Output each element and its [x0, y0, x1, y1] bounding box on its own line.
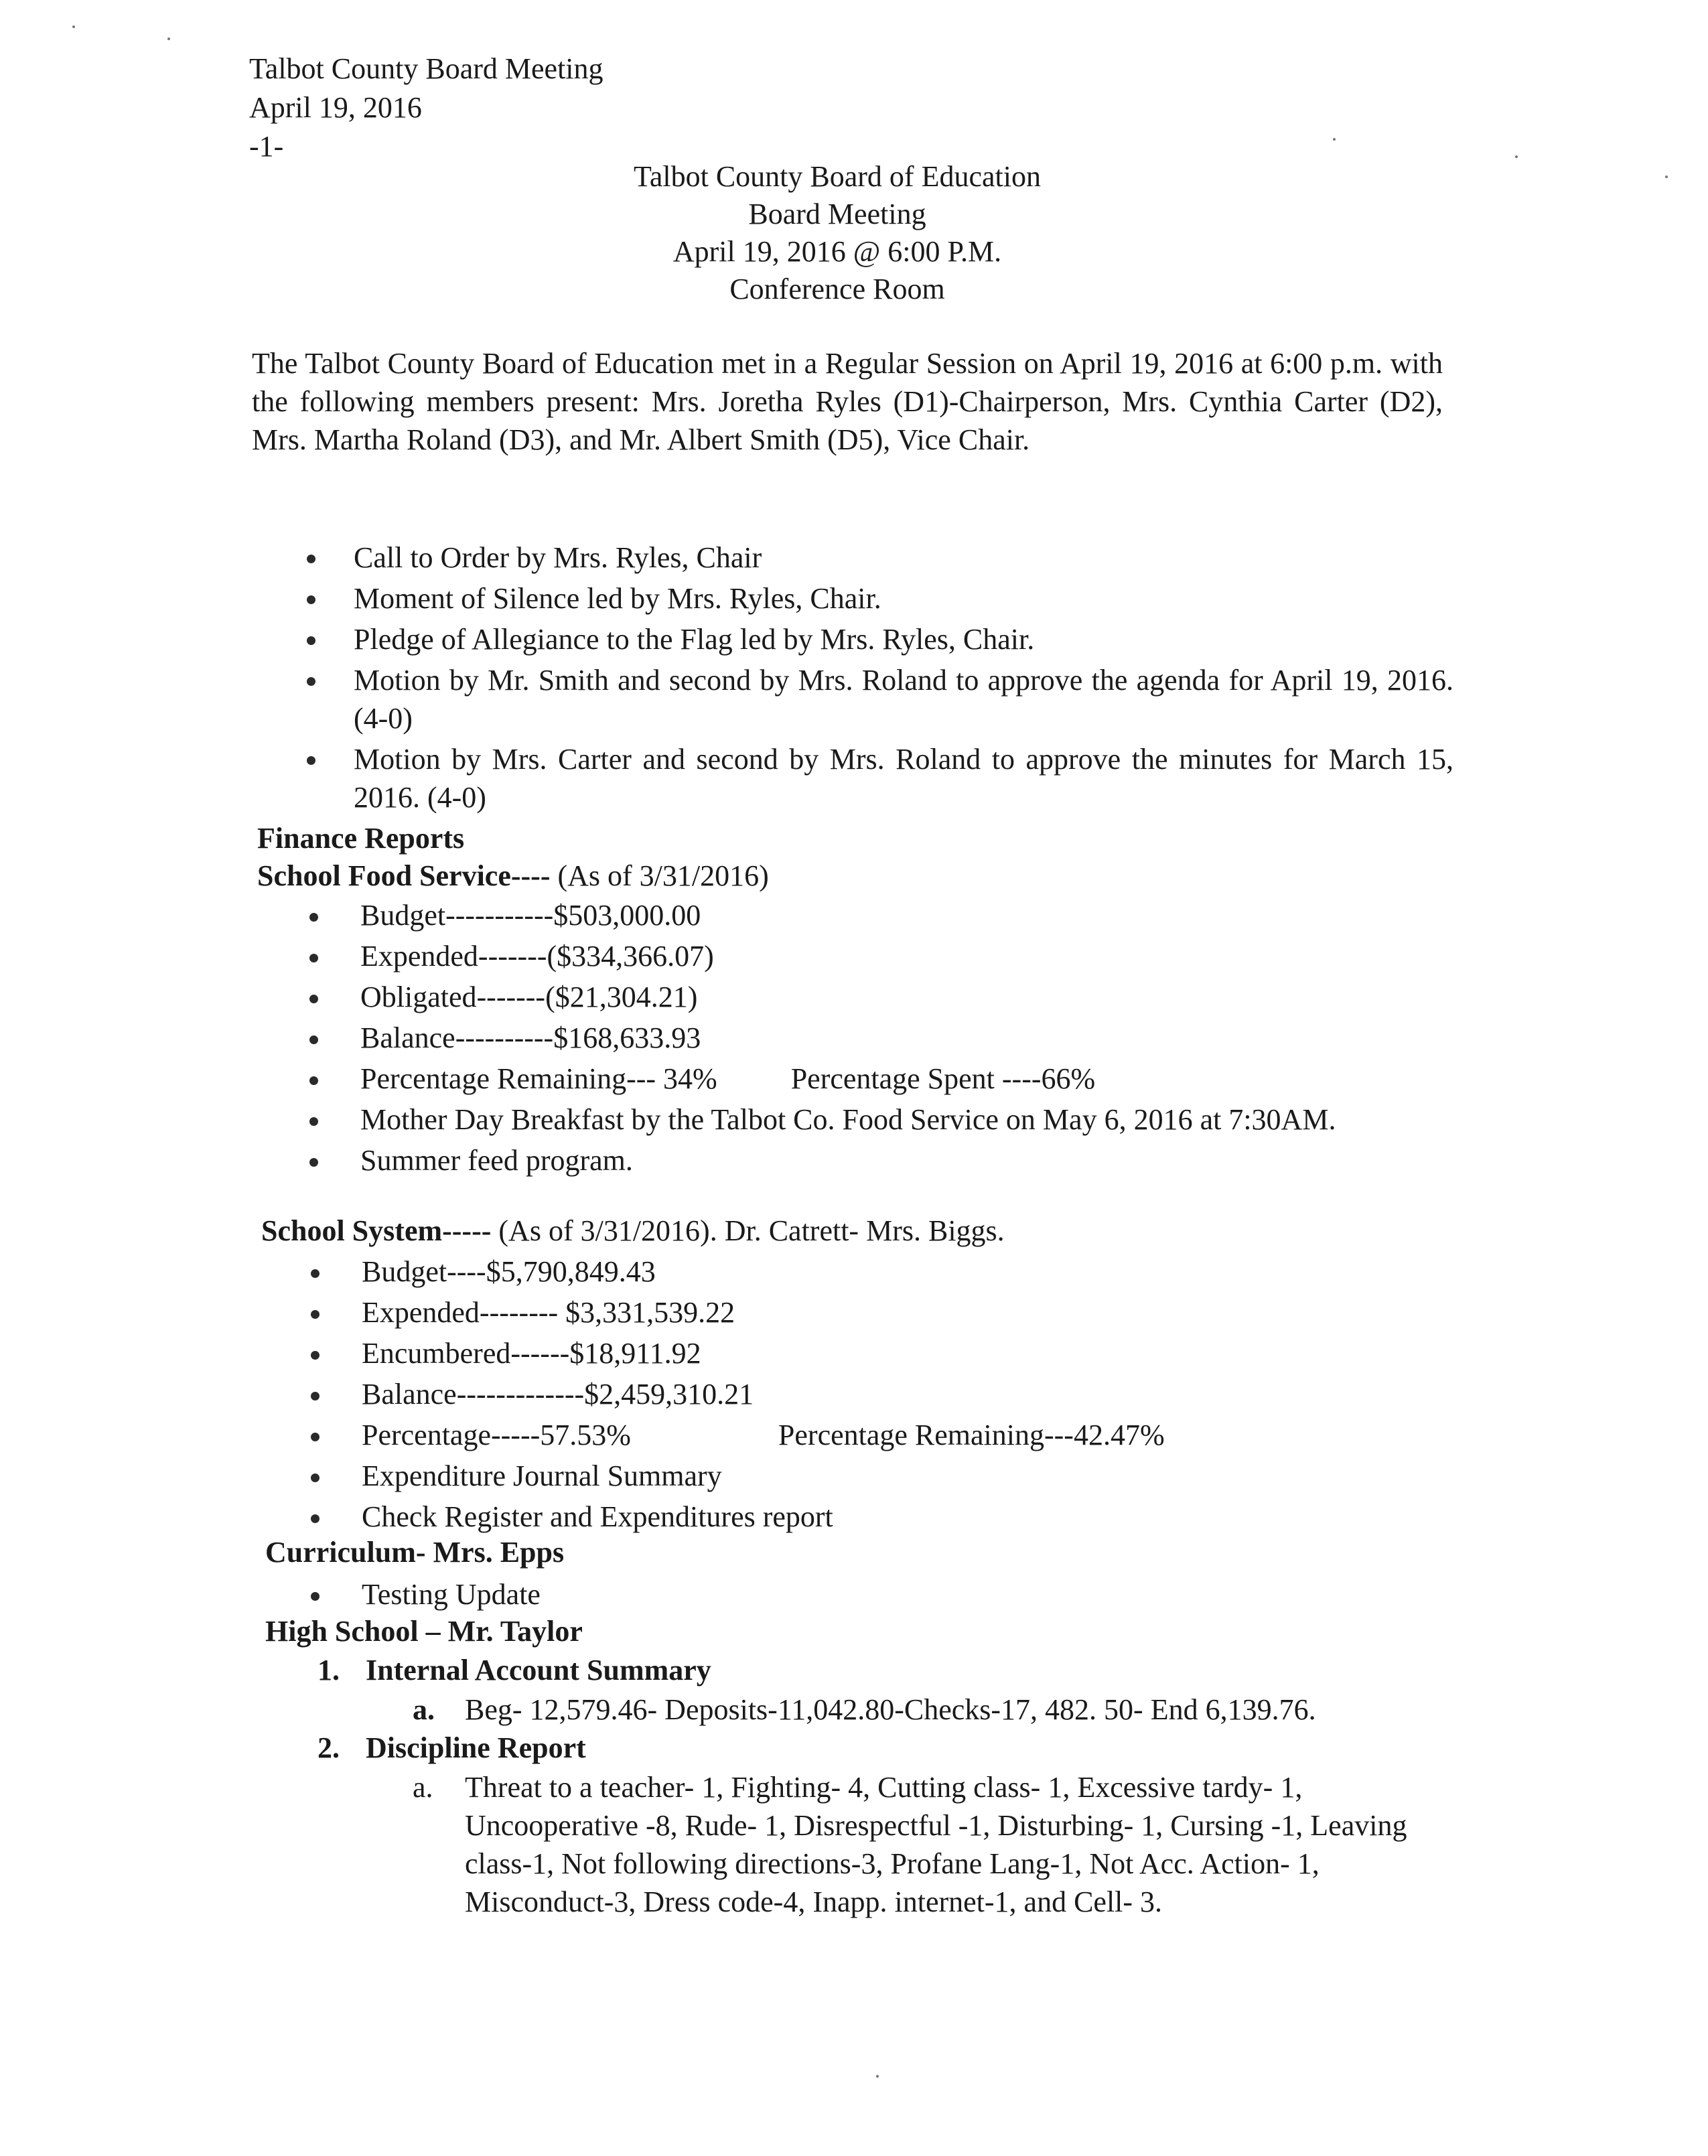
opening-items [301, 538, 1453, 819]
list-item: Moment of Silence led by Mrs. Ryles, Chair. [301, 579, 1453, 618]
school-system-label: School System----- [261, 1214, 492, 1247]
list-item: Check Register and Expenditures report [305, 1496, 1391, 1537]
discipline-report-heading [317, 1729, 586, 1767]
list-item: Balance-------------$2,459,310.21 [305, 1374, 1391, 1415]
list-item: Balance----------$168,633.93 [304, 1017, 1389, 1058]
percentage-remaining: Percentage Remaining--- 34% [360, 1062, 717, 1095]
percentage-remaining: Percentage Remaining---42.47% [778, 1419, 1165, 1451]
scan-speck [1333, 138, 1336, 141]
item-letter: a. [413, 1693, 435, 1726]
title-location: Conference Room [729, 273, 945, 305]
curriculum-heading: Curriculum- Mrs. Epps [265, 1536, 565, 1569]
internal-account-text: Beg- 12,579.46- Deposits-11,042.80-Checks-17, 482. 50- End 6,139.76. [465, 1693, 1316, 1726]
food-service-note: (As of 3/31/2016) [550, 859, 769, 892]
item-letter: a. [413, 1771, 433, 1804]
list-item: Budget----$5,790,849.43 [305, 1251, 1391, 1292]
percentage-spent: Percentage Spent ----66% [790, 1062, 1096, 1095]
scan-speck [876, 2075, 879, 2078]
item-number: 1. [317, 1654, 340, 1686]
school-system-note: (As of 3/31/2016). Dr. Catrett- Mrs. Biggs. [491, 1214, 1005, 1247]
list-item: Budget-----------$503,000.00 [304, 895, 1389, 936]
finance-heading: Finance Reports [257, 822, 465, 855]
school-system-list [305, 1251, 1391, 1537]
item-title: Discipline Report [366, 1731, 586, 1764]
header-date: April 19, 2016 [249, 91, 422, 124]
scan-speck [1515, 155, 1518, 158]
scan-speck [1665, 175, 1668, 178]
discipline-report-detail [413, 1768, 1416, 1921]
list-item: Expended-------- $3,331,539.22 [305, 1292, 1391, 1333]
food-service-list [304, 895, 1389, 1181]
internal-account-detail [413, 1691, 1456, 1729]
list-item: Testing Update [305, 1574, 1243, 1615]
list-item: Call to Order by Mrs. Ryles, Chair [301, 538, 1453, 577]
list-item: Expenditure Journal Summary [305, 1455, 1391, 1496]
high-school-heading: High School – Mr. Taylor [265, 1615, 583, 1648]
item-number: 2. [317, 1731, 340, 1764]
curriculum-list [305, 1574, 1243, 1615]
meeting-title [603, 158, 1072, 308]
title-meeting: Board Meeting [748, 198, 926, 230]
intro-paragraph: The Talbot County Board of Education met in a Regular Session on April 19, 2016 at 6:00 p.m. with the following members present: Mrs. Joretha Ryles (D1)-Chairperson, Mrs. Cynthia Carter (D2), Mrs. Martha Roland (D3), and Mr. Albert Smith (D5), Vice Chair. [252, 347, 1443, 456]
running-header [249, 50, 603, 166]
scan-speck [167, 38, 170, 40]
list-item: Encumbered------$18,911.92 [305, 1333, 1391, 1374]
discipline-report-text: Threat to a teacher- 1, Fighting- 4, Cutting class- 1, Excessive tardy- 1, Uncooperative -8, Rude- 1, Disrespectful -1, Disturbing- 1, Cursing -1, Leaving class-1, Not following directions-3, Profane Lang-1, Not Acc. Action- 1, Misconduct-3, Dress code-4, Inapp. internet-1, and Cell- 3. [465, 1771, 1407, 1918]
percentage: Percentage-----57.53% [362, 1419, 631, 1451]
list-item: Motion by Mrs. Carter and second by Mrs. Roland to approve the minutes for March 15, 2016. (4-0) [301, 740, 1453, 816]
header-title: Talbot County Board Meeting [249, 52, 603, 85]
scan-speck [72, 25, 75, 28]
title-datetime: April 19, 2016 @ 6:00 P.M. [672, 235, 1002, 268]
list-item: Summer feed program. [304, 1140, 1389, 1181]
list-item [305, 1415, 1391, 1455]
list-item: Pledge of Allegiance to the Flag led by Mrs. Ryles, Chair. [301, 620, 1453, 658]
page-number: -1- [249, 130, 284, 163]
title-organization: Talbot County Board of Education [634, 160, 1041, 193]
school-system-heading [261, 1212, 1005, 1250]
internal-account-heading [317, 1652, 711, 1689]
list-item: Motion by Mr. Smith and second by Mrs. Roland to approve the agenda for April 19, 2016.(4-0) [301, 661, 1453, 737]
food-service-heading [257, 857, 769, 895]
list-item [304, 1058, 1389, 1099]
list-item: Expended-------($334,366.07) [304, 936, 1389, 977]
item-title: Internal Account Summary [366, 1654, 711, 1686]
list-item: Mother Day Breakfast by the Talbot Co. Food Service on May 6, 2016 at 7:30AM. [304, 1099, 1405, 1140]
food-service-label: School Food Service---- [257, 859, 551, 892]
list-item: Obligated-------($21,304.21) [304, 977, 1389, 1017]
